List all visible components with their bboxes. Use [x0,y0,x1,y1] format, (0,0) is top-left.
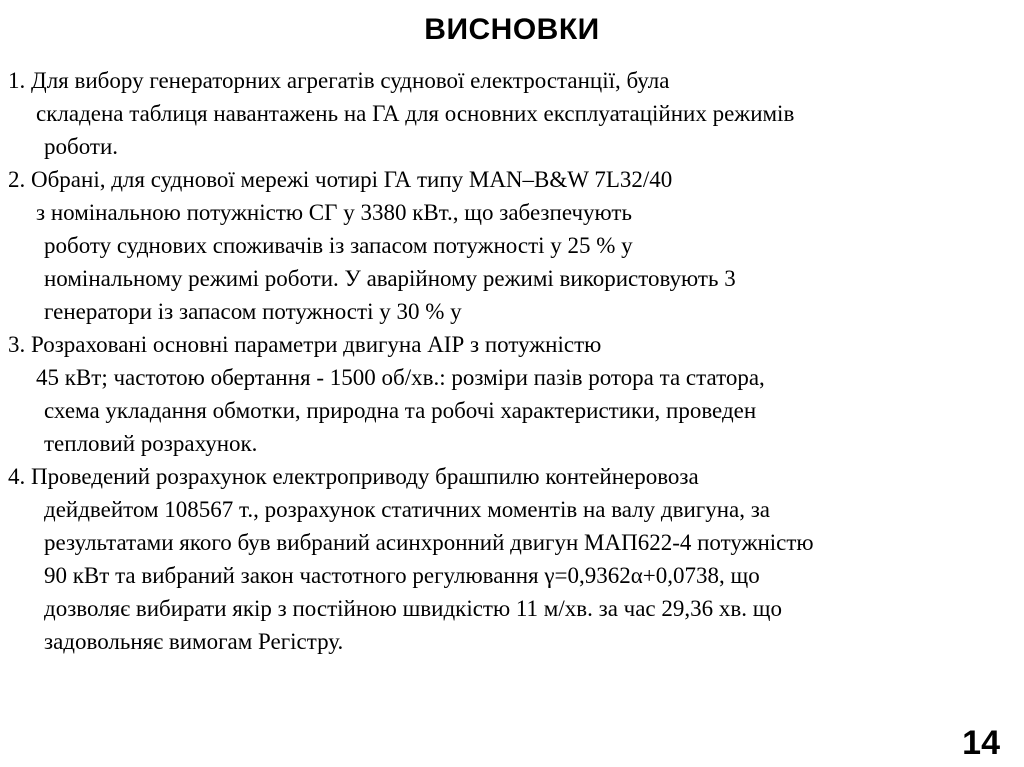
conclusion-2-line-5: генератори із запасом потужності у 30 % у [44,299,462,324]
conclusion-3-line-1: 3. Розраховані основні параметри двигуна АІР з потужністю [8,332,602,357]
conclusion-4-line-4: 90 кВт та вибраний закон частотного регулювання γ=0,9362α+0,0738, що [44,563,760,588]
conclusion-1-line-1: 1. Для вибору генераторних агрегатів суднової електростанції, була [8,68,670,93]
conclusion-4-line-1: 4. Проведений розрахунок електроприводу брашпилю контейнеровоза [8,464,699,489]
conclusions-list [8,64,1018,658]
conclusion-4-line-5: дозволяє вибирати якір з постійною швидкістю 11 м/хв. за час 29,36 хв. що [44,596,782,621]
conclusion-2-line-2: з номінальною потужністю СГ у 3380 кВт., що забезпечують [36,200,632,225]
conclusion-4-line-6: задовольняє вимогам Регістру. [44,629,344,654]
conclusion-1-line-3: роботи. [44,134,119,159]
conclusion-2-line-1: 2. Обрані, для суднової мережі чотирі ГА типу MAN–B&W 7L32/40 [8,167,673,192]
conclusion-1-line-2: складена таблиця навантажень на ГА для основних експлуатаційних режимів [36,101,795,126]
slide-title: ВИСНОВКИ [424,13,600,46]
conclusion-4-line-2: дейдвейтом 108567 т., розрахунок статичних моментів на валу двигуна, за [44,497,771,522]
conclusion-3-line-2: 45 кВт; частотою обертання - 1500 об/хв.: розміри пазів ротора та статора, [36,365,765,390]
page-number: 14 [962,724,1000,762]
conclusion-3-line-4: тепловий розрахунок. [44,431,258,456]
conclusion-2-line-4: номінальному режимі роботи. У аварійному режимі використовують 3 [44,266,736,291]
conclusion-4-line-3: результатами якого був вибраний асинхронний двигун МАП622-4 потужністю [44,530,814,555]
conclusion-2-line-3: роботу суднових споживачів із запасом потужності у 25 % у [44,233,633,258]
conclusion-3-line-3: схема укладання обмотки, природна та робочі характеристики, проведен [44,398,757,423]
